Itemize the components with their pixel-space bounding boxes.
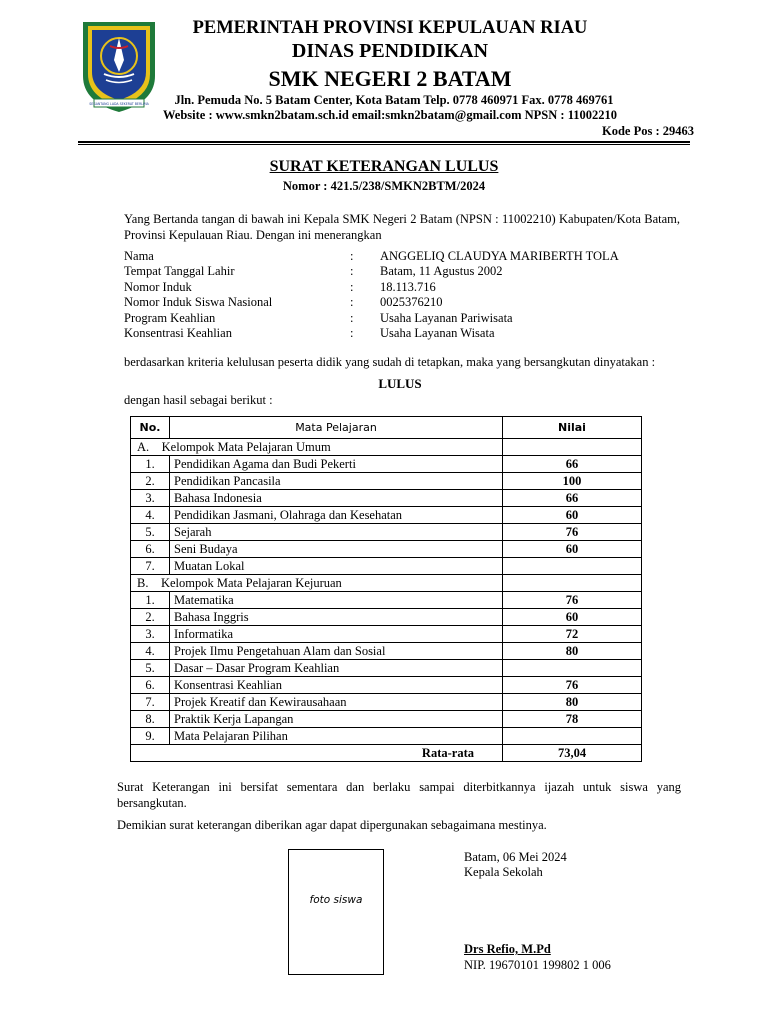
header-score: Nilai <box>503 417 642 439</box>
row-no: 1. <box>131 592 170 609</box>
results-intro: dengan hasil sebagai berikut : <box>124 393 273 407</box>
field-value-name: ANGGELIQ CLAUDYA MARIBERTH TOLA <box>380 249 619 263</box>
row-subject: Muatan Lokal <box>170 558 503 575</box>
row-subject: Sejarah <box>170 524 503 541</box>
row-subject: Bahasa Inggris <box>170 609 503 626</box>
row-score <box>503 660 642 677</box>
field-value-nisn: 0025376210 <box>380 295 443 309</box>
row-subject: Projek Ilmu Pengetahuan Alam dan Sosial <box>170 643 503 660</box>
letterhead-school: SMK NEGERI 2 BATAM <box>268 66 512 91</box>
row-subject: Projek Kreatif dan Kewirausahaan <box>170 694 503 711</box>
field-label-birth: Tempat Tanggal Lahir <box>124 264 235 278</box>
table-row <box>131 456 642 473</box>
row-subject: Dasar – Dasar Program Keahlian <box>170 660 503 677</box>
row-score: 80 <box>503 694 642 711</box>
table-row <box>131 677 642 694</box>
table-row <box>131 711 642 728</box>
field-value-birth: Batam, 11 Agustus 2002 <box>380 264 503 278</box>
field-label-concentration: Konsentrasi Keahlian <box>124 326 232 340</box>
validity-note: Surat Keterangan ini bersifat sementara dan berlaku sampai diterbitkannya ijazah untuk siswa yang bersangkutan. <box>117 780 681 810</box>
row-no: 4. <box>131 507 170 524</box>
province-emblem-logo <box>80 14 158 114</box>
row-no: 2. <box>131 473 170 490</box>
row-no: 3. <box>131 490 170 507</box>
group-b-label: B. Kelompok Mata Pelajaran Kejuruan <box>131 575 503 592</box>
header-subject: Mata Pelajaran <box>170 417 503 439</box>
criteria-text: berdasarkan kriteria kelulusan peserta didik yang sudah di tetapkan, maka yang bersangkutan dinyatakan : <box>124 355 656 369</box>
place-date: Batam, 06 Mei 2024 <box>464 850 567 864</box>
row-score: 76 <box>503 677 642 694</box>
graduation-result: LULUS <box>378 376 422 391</box>
table-row <box>131 626 642 643</box>
row-no: 6. <box>131 677 170 694</box>
field-colon: : <box>350 249 354 263</box>
document-title-text: SURAT KETERANGAN LULUS <box>269 158 499 175</box>
row-score <box>503 558 642 575</box>
field-colon: : <box>350 280 354 294</box>
table-row <box>131 609 642 626</box>
average-row <box>131 745 642 762</box>
letterhead-divider-thin <box>78 144 690 145</box>
field-colon: : <box>350 264 354 278</box>
row-subject: Informatika <box>170 626 503 643</box>
row-subject: Matematika <box>170 592 503 609</box>
row-subject: Mata Pelajaran Pilihan <box>170 728 503 745</box>
row-no: 5. <box>131 660 170 677</box>
row-no: 9. <box>131 728 170 745</box>
row-no: 5. <box>131 524 170 541</box>
signer-position: Kepala Sekolah <box>464 865 543 879</box>
row-no: 7. <box>131 694 170 711</box>
group-row <box>131 439 642 456</box>
letterhead-government: PEMERINTAH PROVINSI KEPULAUAN RIAU <box>192 18 588 38</box>
table-cell <box>503 575 642 592</box>
row-score: 60 <box>503 609 642 626</box>
row-score: 72 <box>503 626 642 643</box>
table-row <box>131 558 642 575</box>
row-score: 76 <box>503 592 642 609</box>
row-subject: Konsentrasi Keahlian <box>170 677 503 694</box>
row-subject: Bahasa Indonesia <box>170 490 503 507</box>
row-score: 60 <box>503 507 642 524</box>
table-row <box>131 728 642 745</box>
average-value: 73,04 <box>503 745 642 762</box>
letterhead-divider <box>78 141 690 143</box>
field-colon: : <box>350 326 354 340</box>
table-row <box>131 660 642 677</box>
group-a-label: A. Kelompok Mata Pelajaran Umum <box>131 439 503 456</box>
row-no: 7. <box>131 558 170 575</box>
row-score: 100 <box>503 473 642 490</box>
row-score <box>503 728 642 745</box>
letterhead-department: DINAS PENDIDIKAN <box>291 40 489 62</box>
row-score: 66 <box>503 490 642 507</box>
field-value-concentration: Usaha Layanan Wisata <box>380 326 495 340</box>
grades-table <box>130 416 642 762</box>
closing-statement: Demikian surat keterangan diberikan agar dapat dipergunakan sebagaimana mestinya. <box>117 818 547 832</box>
table-row <box>131 524 642 541</box>
row-subject: Pendidikan Jasmani, Olahraga dan Kesehatan <box>170 507 503 524</box>
table-row <box>131 592 642 609</box>
table-row <box>131 490 642 507</box>
signer-name: Drs Refio, M.Pd <box>464 942 551 956</box>
photo-label: foto siswa <box>309 894 363 906</box>
signer-nip: NIP. 19670101 199802 1 006 <box>464 958 611 972</box>
field-value-student-id: 18.113.716 <box>380 280 436 294</box>
group-row <box>131 575 642 592</box>
intro-paragraph: Yang Bertanda tangan di bawah ini Kepala SMK Negeri 2 Batam (NPSN : 11002210) Kabupaten/Kota Batam, Provinsi Kepulauan Riau. Dengan ini menerangkan <box>124 212 680 242</box>
document-title <box>0 158 768 176</box>
student-photo-placeholder <box>288 849 384 975</box>
header-no: No. <box>131 417 170 439</box>
letterhead-website: Website : www.smkn2batam.sch.id email:smkn2batam@gmail.com NPSN : 11002210 <box>163 108 617 122</box>
row-score: 80 <box>503 643 642 660</box>
svg-text:SEGANTANG LADA SEKERAT BERLIMA: SEGANTANG LADA SEKERAT BERLIMA <box>89 102 149 106</box>
field-label-name: Nama <box>124 249 154 263</box>
row-no: 3. <box>131 626 170 643</box>
row-no: 1. <box>131 456 170 473</box>
letterhead-address: Jln. Pemuda No. 5 Batam Center, Kota Batam Telp. 0778 460971 Fax. 0778 469761 <box>174 93 614 107</box>
table-row <box>131 694 642 711</box>
table-row <box>131 643 642 660</box>
row-subject: Pendidikan Pancasila <box>170 473 503 490</box>
row-score: 66 <box>503 456 642 473</box>
table-row <box>131 507 642 524</box>
table-header-row <box>131 417 642 439</box>
field-label-student-id: Nomor Induk <box>124 280 192 294</box>
row-score: 60 <box>503 541 642 558</box>
letterhead-postal-code: Kode Pos : 29463 <box>601 124 694 138</box>
row-no: 2. <box>131 609 170 626</box>
row-no: 8. <box>131 711 170 728</box>
document-number: Nomor : 421.5/238/SMKN2BTM/2024 <box>282 179 486 193</box>
row-subject: Seni Budaya <box>170 541 503 558</box>
row-no: 6. <box>131 541 170 558</box>
field-value-program: Usaha Layanan Pariwisata <box>380 311 513 325</box>
field-colon: : <box>350 295 354 309</box>
field-label-nisn: Nomor Induk Siswa Nasional <box>124 295 273 309</box>
table-row <box>131 541 642 558</box>
row-score: 78 <box>503 711 642 728</box>
row-no: 4. <box>131 643 170 660</box>
row-subject: Pendidikan Agama dan Budi Pekerti <box>170 456 503 473</box>
table-cell <box>503 439 642 456</box>
row-score: 76 <box>503 524 642 541</box>
table-row <box>131 473 642 490</box>
average-label: Rata-rata <box>131 745 503 762</box>
field-label-program: Program Keahlian <box>124 311 216 325</box>
field-colon: : <box>350 311 354 325</box>
row-subject: Praktik Kerja Lapangan <box>170 711 503 728</box>
